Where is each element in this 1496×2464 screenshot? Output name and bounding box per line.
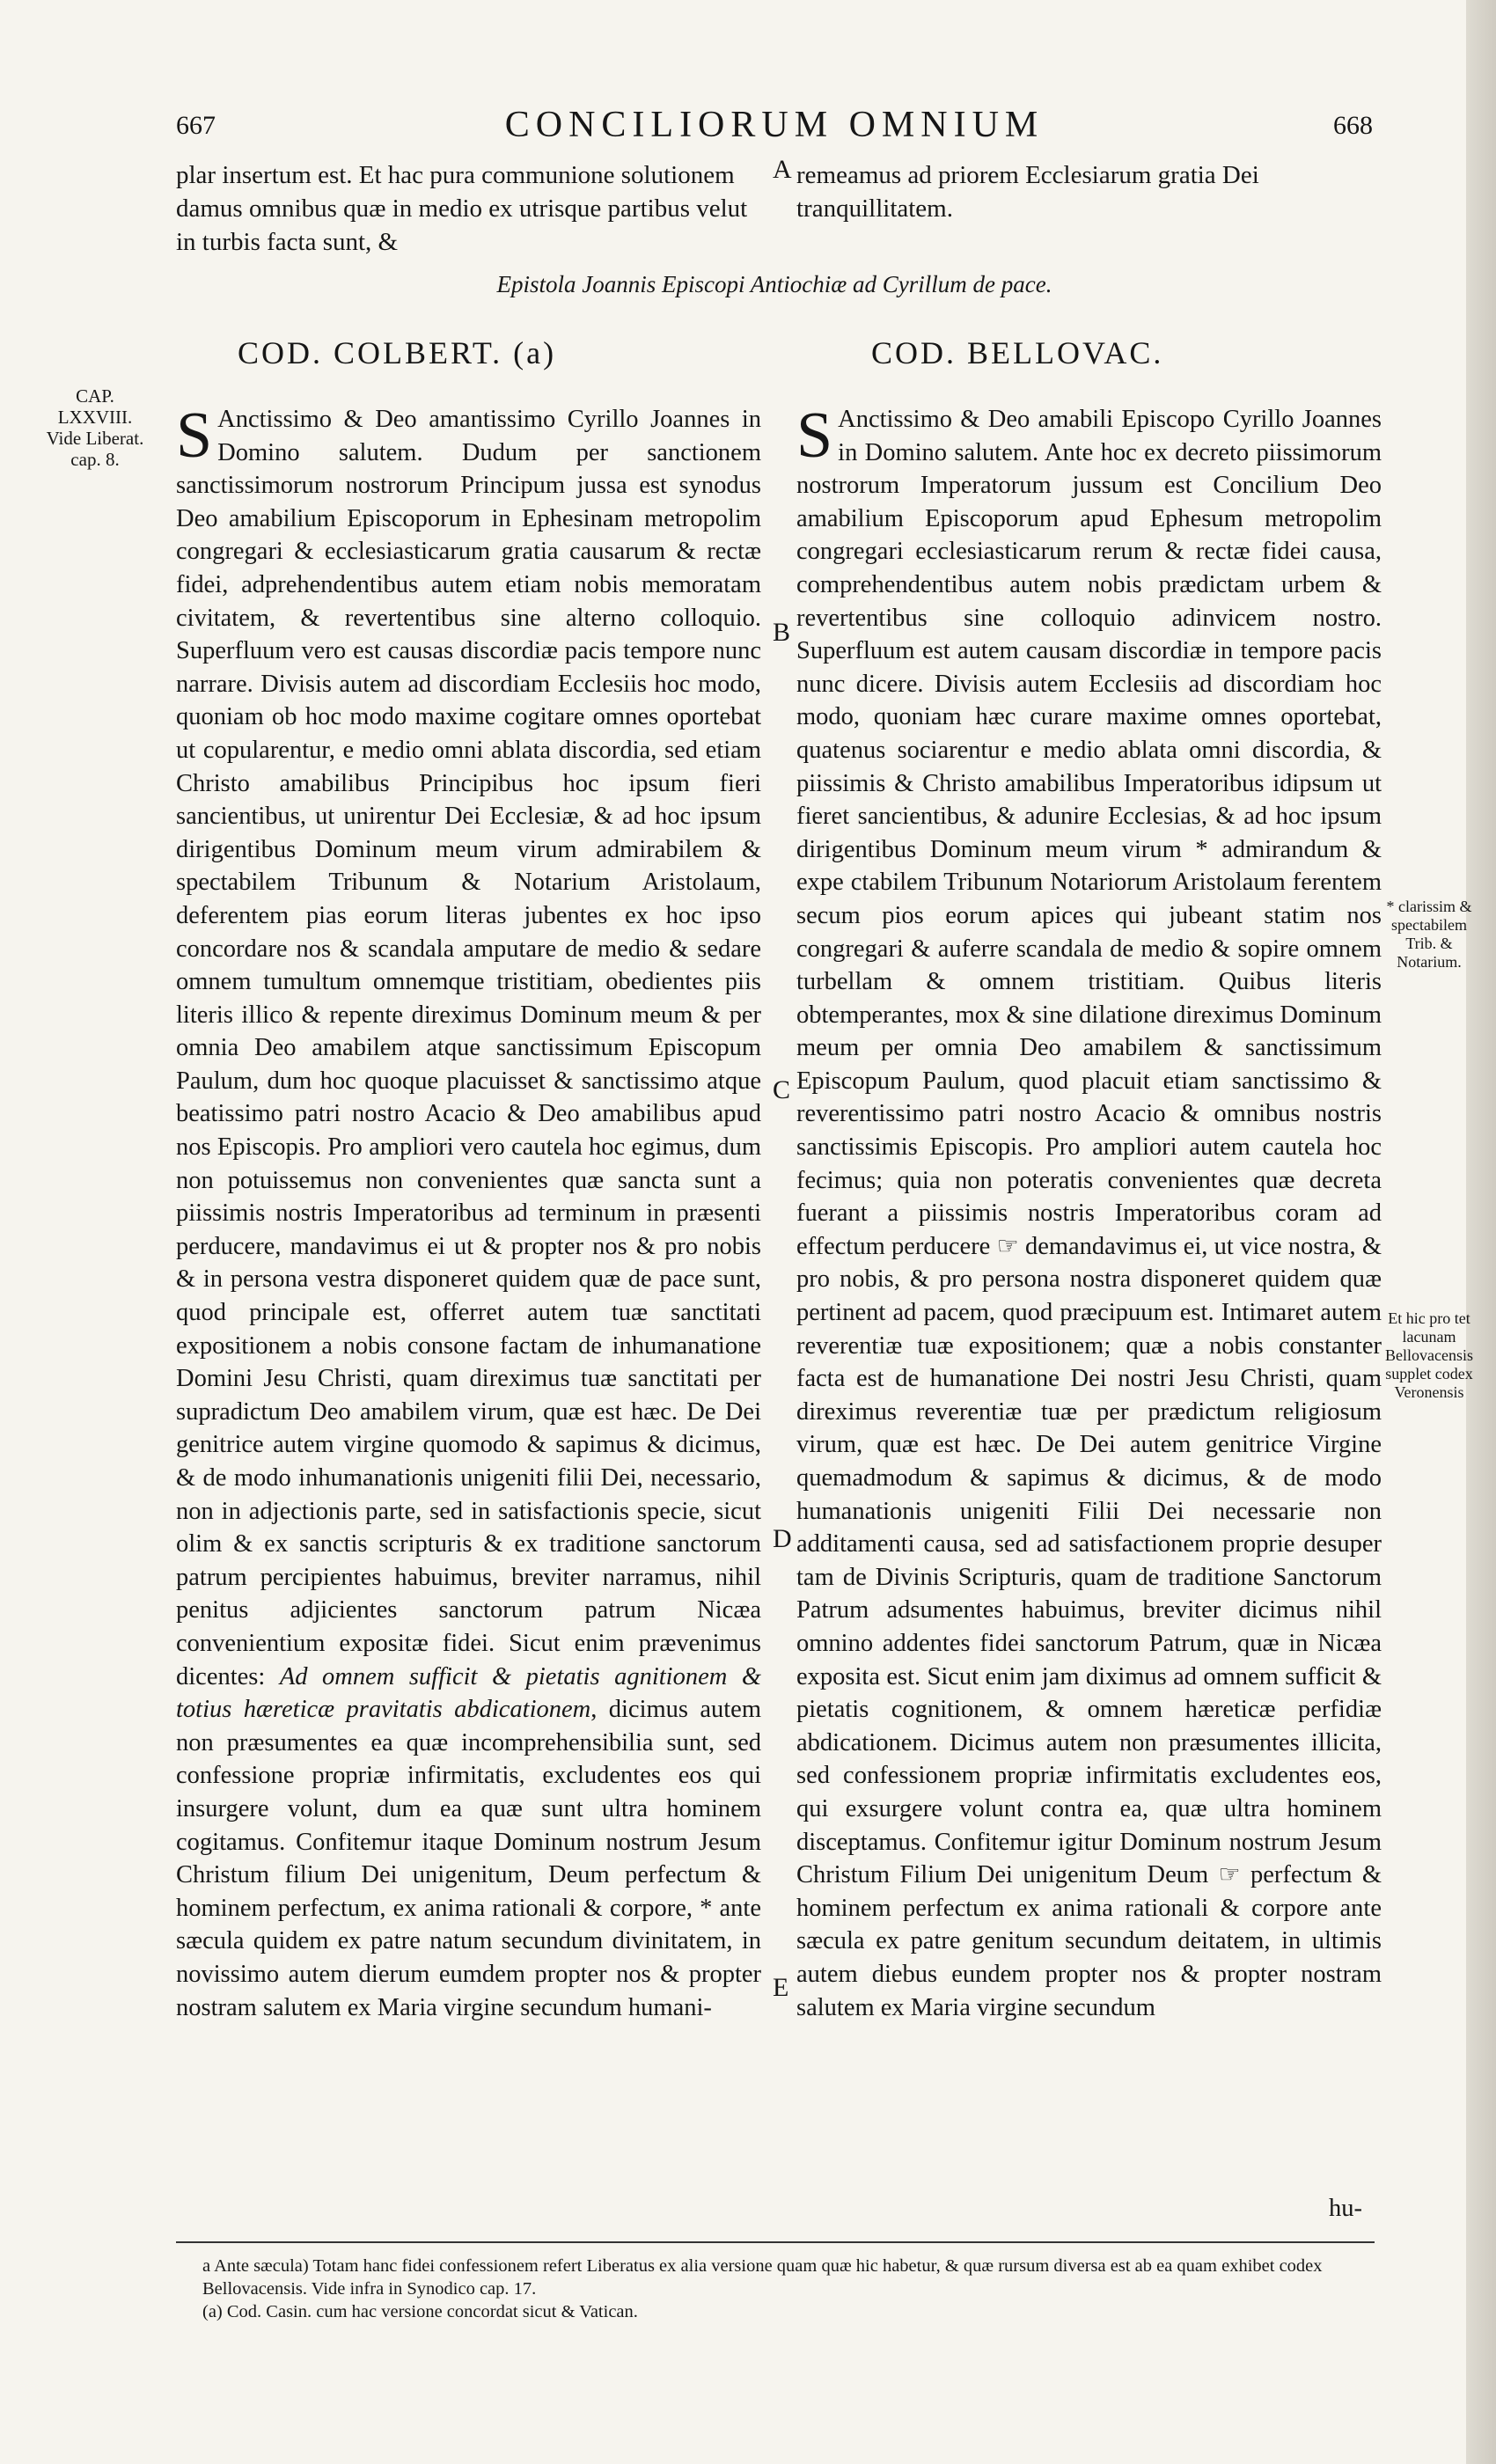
margin-letter-e: E — [773, 1973, 789, 2002]
column-heading-left: COD. COLBERT. (a) — [238, 335, 557, 370]
left-text-part-a: Anctissimo & Deo amantissimo Cyrillo Joannes in Domino salutem. Dudum per sanctionem sanctissimorum nostrorum Principum jussa est synodus Deo amabilium Episcoporum in Ephesinam metropolim congregari & ecclesiasticarum gratia causarum & rectæ fidei, adprehendentibus autem etiam nobis memoratam civitatem, & revertentibus sine alterno colloquio. Superfluum vero est causas discordiæ pacis tempore nunc narrare. Divisis autem ad discordiam Ecclesiis hoc modo, quoniam ob hoc modo maxime cogitare omnes oportebat ut copularentur, e medio omni ablata discordia, sed etiam Christo amabilibus Principibus hoc ipsum fieri sancientibus, ut unirentur Dei Ecclesiæ, & ad hoc ipsum dirigentibus Dominum meum virum admirabilem & spectabilem Tribunum & Notarium Aristolaum, deferentem pias eorum literas jubentes ex hoc ipso concordare nos & scandala amputare de medio & sedare omnem tumultum omnemque tristitiam, obedientes piis literis illico & repente direximus Dominum meum & per omnia Deo amabilem atque sanctissimum Episcopum Paulum, dum hoc quoque placuisset & sanctissimo atque beatissimo patri nostro Acacio & Deo amabilibus apud nos Episcopis. Pro ampliori vero cautela hoc egimus, dum non potuissemus non convenientes quæ sancta sunt a piissimis nostris Imperatoribus ad terminum in præsenti perducere, mandavimus ei ut & propter nos & pro nobis & in persona vestra disponeret quidem quæ de pace sunt, quod principale est, offerret autem tuæ sanctitati expositionem a nobis consone factam de inhumanatione Domini Jesu Christi, quam direximus tuæ sanctitati per supradictum Deo amabilem virum, quæ est hæc. De Dei genitrice autem virgine quomodo & sapimus & dicimus, & de modo inhumanationis unigeniti filii Dei, necessario, non in adjectionis parte, sed in satisfactionis specie, sicut olim & ex sanctis scripturis & ex traditione sanctorum patrum percipientes habuimus, breviter narramus, nihil penitus adjicientes sanctorum patrum Nicæa convenientium expositæ fidei. Sicut enim prævenimus dicentes: — [176, 406, 761, 1690]
top-text-left: plar insertum est. Et hac pura communione solutionem damus omnibus quæ in medio ex utrisque partibus velut in turbis facta sunt, & — [176, 161, 748, 256]
margin-note-chapter: CAP. LXXVIII. Vide Liberat. cap. 8. — [46, 385, 144, 470]
left-text-italic: Ad omnem sufficit & pietatis agnitionem & totius hæreticæ pravitatis abdicationem — [176, 1662, 762, 1724]
column-heading-right: COD. BELLOVAC. — [871, 335, 1164, 370]
margin-letter-c: C — [773, 1075, 791, 1104]
running-title: CONCILIORUM OMNIUM — [504, 105, 1045, 145]
page-number-left: 667 — [176, 111, 216, 140]
pointing-hand-icon-2: ☞ — [1218, 1861, 1241, 1889]
page-header — [176, 104, 1373, 157]
left-text-part-b: , dicimus autem non præsumentes ea quæ incomprehensibilia sunt, sed confessione propriæ infirmitatis, excludentes eos qui insurgere volunt, dum ea quæ sunt ultra hominem cogitamus. Confitemur itaque Dominum nostrum Jesum Christum filium Dei unigenitum, Deum perfectum & hominem perfectum, ex anima rationali & corpore, * ante sæcula quidem ex patre natum secundum divinitatem, in novissimo autem dierum eumdem propter nos & propter nostram salutem ex Maria virgine secundum humani- — [176, 1696, 761, 2021]
margin-letter-b: B — [773, 618, 791, 647]
right-text-part-mid: demandavimus ei, ut vice nostra, & pro nobis, & pro persona nostra disponeret quidem quæ pertinent ad pacem, quod præcipuum est. Intimaret autem reverentiæ tuæ expositionem; quæ a nobis constanter facta est de humanatione Dei nostri Jesu Christi, quam direximus reverentiæ tuæ per prædictum religiosum virum, quæ est hæc. De Dei autem genitrice Virgine quemadmodum & sapimus & dicimus, & de modo humanationis unigeniti Filii Dei necessarie non additamenti causa, sed ad satisfactionem proprie desuper tam de Divinis Scripturis, quam de traditione Sanctorum Patrum adsumentes habuimus, breviter dicimus nihil omnino addentes fidei sanctorum Patrum, quæ in Nicæa exposita est. Sicut enim jam diximus ad omnem sufficit & pietatis cognitionem, & omnem hæreticæ perfidiæ abdicationem. Dicimus autem non præsumentes illicita, sed confessionem propriæ infirmitatis excludentes eos, qui exsurgere volunt contra ea, quæ ultra hominem disceptamus. Confitemur igitur Dominum nostrum Jesum Christum Filium Dei unigenitum Deum — [796, 1232, 1382, 1889]
footnote-codex: (a) Cod. Casin. cum hac versione concordat sicut & Vatican. — [202, 2302, 638, 2321]
catchword: hu- — [1329, 2195, 1362, 2222]
left-column-text — [176, 400, 762, 2024]
margin-note-clarissim: * clarissim & spectabilem Trib. & Notarium. — [1386, 898, 1472, 971]
margin-letter-a: A — [773, 155, 792, 184]
right-text-part-a: Anctissimo & Deo amabili Episcopo Cyrillo Joannes in Domino salutem. Ante hoc ex decreto piissimorum nostrorum Imperatorum jussum est Concilium Deo amabilium Episcoporum apud Ephesum metropolim congregari ecclesiasticarum rerum & rectæ fidei causa, comprehendentibus autem nobis prædictam urbem & revertentibus sine colloquio adinvicem nostro. Superfluum est autem causam discordiæ in tempore pacis nunc dicere. Divisis autem Ecclesiis ad discordiam hoc modo, quoniam hæc curare maxime omnes oportebat, quatenus sociarentur e medio ablata omni discordia, & piissimis & Christo amabilibus Imperatoribus idipsum ut fieret sancientibus, & adunire Ecclesias, & ad hoc ipsum dirigentibus Dominum meum virum * admirandum & expe ctabilem Tribunum Notariorum Aristolaum ferentem secum pios eorum apices qui jubeant statim nos congregari & auferre scandala de medio & sopire omnem turbellam & omnem tristitiam. Quibus literis obtemperantes, mox & sine dilatione direximus Dominum meum per omnia Deo amabilem & sanctissimum Episcopum Paulum, quod placuit etiam sanctissimo & reverentissimo patri nostro Acacio & omnibus nostris sanctissimis Episcopis. Pro ampliori autem cautela hoc fecimus; quia non poteratis convenientes quæ decreta fuerant a piissimis nostris Imperatoribus coram ad effectum perducere — [796, 406, 1382, 1260]
dropcap-right: S — [796, 400, 833, 472]
margin-note-lacunam: Et hic pro tet lacunam Bellovacensis supplet codex Veronensis — [1385, 1309, 1473, 1401]
margin-letter-d: D — [773, 1524, 792, 1553]
letter-title: Epistola Joannis Episcopi Antiochiæ ad Cyrillum de pace. — [496, 271, 1052, 297]
page-number-right: 668 — [1333, 111, 1373, 140]
footnotes — [202, 2255, 1373, 2323]
page-edge-shadow — [1466, 0, 1496, 2464]
dropcap-left: S — [176, 400, 213, 472]
footnote-a: a Ante sæcula) Totam hanc fidei confessionem refert Liberatus ex alia versione quam quæ hic habetur, & quæ rursum diversa est ab ea quam exhibet codex Bellovacensis. Vide infra in Synodico cap. 17. — [202, 2256, 1323, 2299]
right-text-part-end: perfectum & hominem perfectum ex anima rationali & corpore ante sæcula ex patre genitum secundum deitatem, in ultimis autem diebus eundem propter nos & propter nostram salutem ex Maria virgine secundum — [796, 1861, 1382, 2021]
pointing-hand-icon: ☞ — [996, 1232, 1019, 1260]
top-text-right: remeamus ad priorem Ecclesiarum gratia Dei tranquillitatem. — [796, 161, 1259, 223]
right-column-text — [796, 400, 1382, 2024]
footnote-rule — [176, 2241, 1375, 2243]
